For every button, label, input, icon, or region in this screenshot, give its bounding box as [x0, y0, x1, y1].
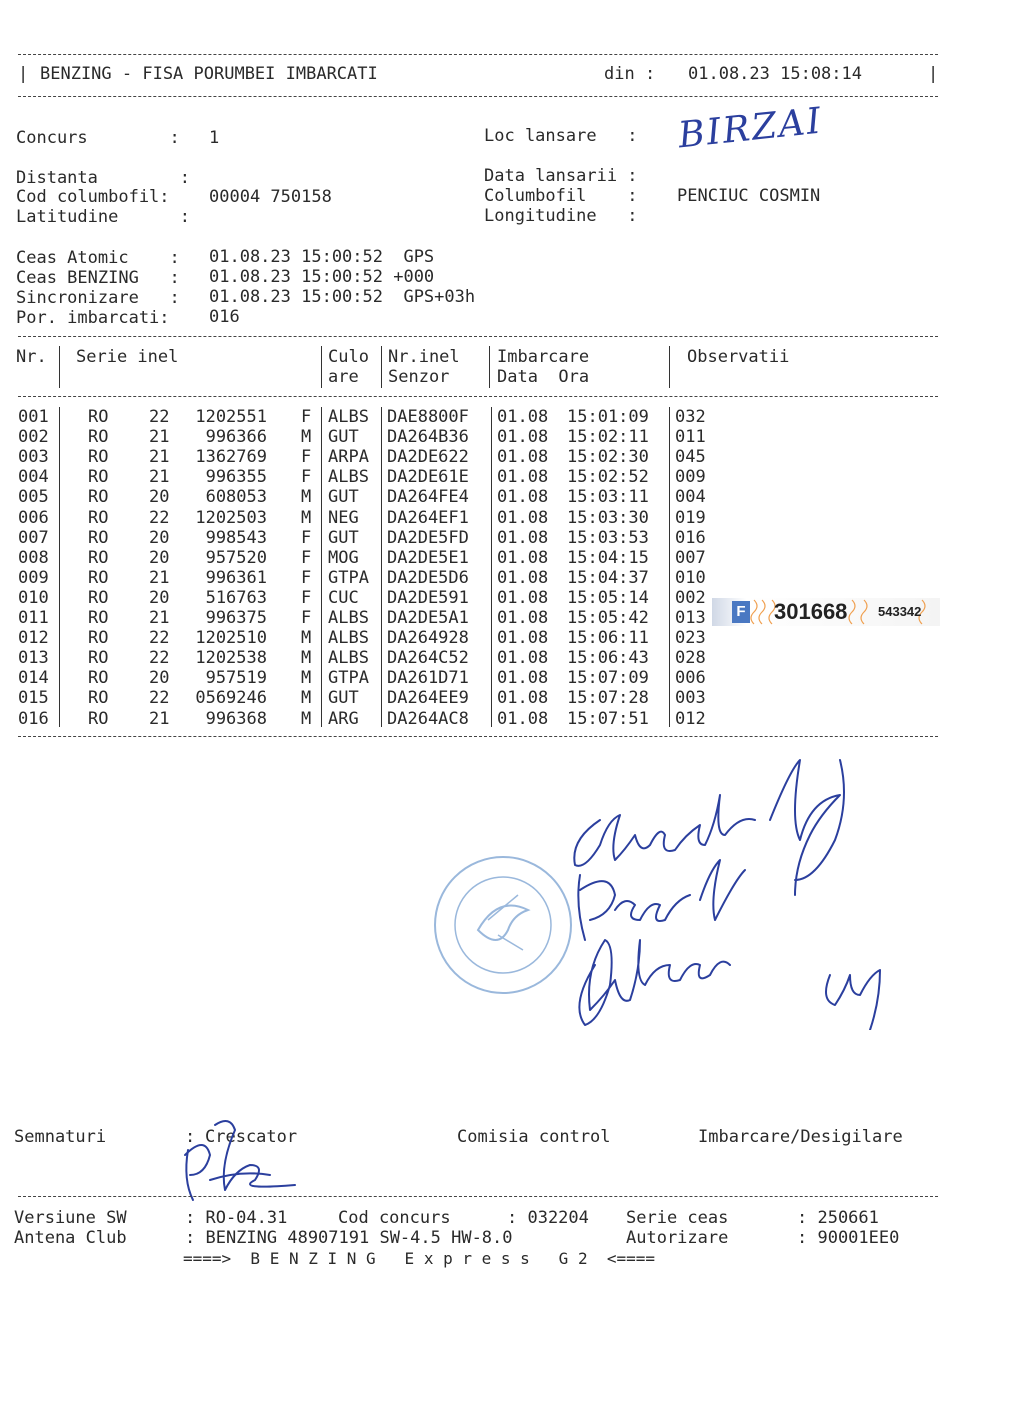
col-header-culoare: Culo: [328, 347, 369, 367]
row-ring: 957519: [205, 668, 267, 689]
row-nr: 014: [18, 668, 49, 689]
row-date: 01.08: [497, 668, 549, 689]
row-obs: 013: [675, 608, 706, 628]
row-year: 21: [149, 447, 170, 468]
row-date: 01.08: [497, 628, 549, 649]
row-sex: F: [301, 587, 312, 608]
row-sensor: DA2DE5D6: [387, 567, 469, 588]
row-year: 21: [149, 708, 170, 729]
footer-divider: [18, 1196, 938, 1197]
row-obs: 045: [675, 447, 706, 468]
row-nr: 009: [18, 567, 49, 588]
row-nr: 007: [18, 527, 49, 548]
header-right-bar: |: [928, 64, 939, 84]
row-country: RO: [88, 467, 109, 488]
row-country: RO: [88, 427, 109, 448]
row-sex: M: [301, 668, 312, 689]
benzing-banner: ====> B E N Z I N G E x p r e s s G 2 <====: [183, 1249, 656, 1268]
sticker-small-number: 543342: [878, 604, 922, 619]
row-year: 22: [149, 688, 170, 709]
table-row: [18, 467, 718, 487]
row-sensor: DA264928: [387, 628, 469, 649]
row-nr: 001: [18, 407, 49, 427]
row-nr: 013: [18, 648, 49, 669]
row-date: 01.08: [497, 608, 549, 628]
row-time: 15:01:09: [567, 407, 649, 427]
row-obs: 023: [675, 628, 706, 649]
loc-lansare-label: Loc lansare :: [484, 126, 638, 146]
row-time: 15:03:53: [567, 527, 649, 548]
row-obs: 004: [675, 487, 706, 508]
din-label: din :: [604, 64, 656, 84]
row-obs: 032: [675, 407, 706, 427]
row-color: MOG: [328, 547, 359, 568]
row-year: 20: [149, 487, 170, 508]
row-nr: 003: [18, 447, 49, 468]
row-color: GTPA: [328, 567, 369, 588]
col-header-culoare-2: are: [328, 367, 359, 387]
row-date: 01.08: [497, 587, 549, 608]
sincronizare-value: 01.08.23 15:00:52 GPS+03h: [209, 287, 476, 307]
row-time: 15:02:30: [567, 447, 649, 468]
row-year: 21: [149, 467, 170, 488]
row-sensor: DA2DE5FD: [387, 527, 469, 548]
row-time: 15:02:52: [567, 467, 649, 488]
row-country: RO: [88, 668, 109, 689]
row-time: 15:06:43: [567, 648, 649, 669]
row-year: 21: [149, 567, 170, 588]
columbofil-value: PENCIUC COSMIN: [677, 186, 821, 206]
row-ring: 608053: [205, 487, 267, 508]
versiune-sw-label: Versiune SW: [14, 1208, 127, 1228]
row-time: 15:05:42: [567, 608, 649, 628]
row-color: ARPA: [328, 447, 369, 468]
data-lansarii-label: Data lansarii :: [484, 166, 638, 186]
latitudine-label: Latitudine :: [16, 207, 190, 227]
row-sex: M: [301, 427, 312, 448]
distanta-label: Distanta :: [16, 168, 190, 188]
row-time: 15:07:51: [567, 708, 649, 729]
commission-signatures: [540, 750, 920, 1030]
ceas-atomic-value: 01.08.23 15:00:52 GPS: [209, 247, 435, 267]
concurs-value: 1: [209, 128, 220, 148]
header-sep-3: [381, 346, 382, 388]
table-row: [18, 447, 718, 467]
row-sensor: DA264EF1: [387, 507, 469, 528]
imbarcare-desigilare-label: Imbarcare/Desigilare: [698, 1127, 903, 1147]
col-header-nr: Nr.: [16, 347, 47, 367]
row-country: RO: [88, 567, 109, 588]
col-header-observatii: Observatii: [687, 347, 790, 367]
table-row: [18, 668, 718, 688]
longitudine-label: Longitudine :: [484, 206, 638, 226]
row-year: 21: [149, 608, 170, 628]
semnaturi-label: Semnaturi: [14, 1127, 107, 1147]
row-date: 01.08: [497, 547, 549, 568]
row-obs: 012: [675, 708, 706, 729]
header-timestamp: 01.08.23 15:08:14: [688, 64, 862, 84]
row-color: ALBS: [328, 648, 369, 669]
loc-lansare-handwritten: BIRZAI: [676, 100, 825, 157]
row-sex: F: [301, 527, 312, 548]
row-obs: 010: [675, 567, 706, 588]
row-sensor: DA264AC8: [387, 708, 469, 729]
row-sex: M: [301, 648, 312, 669]
row-ring: 998543: [205, 527, 267, 548]
header-sep-1: [59, 346, 60, 388]
table-top-divider: [18, 336, 938, 337]
row-country: RO: [88, 547, 109, 568]
row-nr: 012: [18, 628, 49, 649]
row-nr: 004: [18, 467, 49, 488]
sticker-number: 301668: [774, 599, 848, 624]
row-ring: 516763: [205, 587, 267, 608]
row-country: RO: [88, 708, 109, 729]
row-sensor: DA264FE4: [387, 487, 469, 508]
row-color: ARG: [328, 708, 359, 729]
row-date: 01.08: [497, 648, 549, 669]
concurs-label: Concurs :: [16, 128, 180, 148]
col-header-senzor: Senzor: [388, 367, 450, 387]
cod-columbofil-label: Cod columbofil:: [16, 187, 170, 207]
row-ring: 996361: [205, 567, 267, 588]
row-time: 15:02:11: [567, 427, 649, 448]
por-imbarcati-label: Por. imbarcati:: [16, 308, 170, 328]
row-ring: 1202551: [195, 407, 267, 427]
table-row: [18, 508, 718, 528]
row-country: RO: [88, 648, 109, 669]
col-header-imbarcare: Imbarcare: [497, 347, 590, 367]
serie-ceas-value: : 250661: [797, 1208, 879, 1228]
row-time: 15:04:15: [567, 547, 649, 568]
semnaturi-colon: :: [185, 1127, 196, 1147]
row-date: 01.08: [497, 427, 549, 448]
row-year: 22: [149, 648, 170, 669]
row-sex: M: [301, 708, 312, 729]
antena-club-value: : BENZING 48907191 SW-4.5 HW-8.0: [185, 1228, 513, 1248]
row-sensor: DA264B36: [387, 427, 469, 448]
row-sex: M: [301, 507, 312, 528]
row-year: 20: [149, 547, 170, 568]
row-nr: 008: [18, 547, 49, 568]
row-color: GUT: [328, 527, 359, 548]
row-country: RO: [88, 507, 109, 528]
row-obs: 007: [675, 547, 706, 568]
row-sensor: DA2DE622: [387, 447, 469, 468]
row-ring: 1362769: [195, 447, 267, 468]
row-color: ALBS: [328, 628, 369, 649]
seal-sticker: [712, 596, 942, 628]
row-color: GUT: [328, 688, 359, 709]
autorizare-label: Autorizare: [626, 1228, 729, 1248]
row-ring: 1202538: [195, 648, 267, 669]
row-sensor: DA261D71: [387, 668, 469, 689]
row-nr: 010: [18, 587, 49, 608]
row-nr: 002: [18, 427, 49, 448]
row-country: RO: [88, 587, 109, 608]
crescator-label: Crescator: [205, 1127, 298, 1147]
row-country: RO: [88, 628, 109, 649]
row-date: 01.08: [497, 527, 549, 548]
row-time: 15:03:11: [567, 487, 649, 508]
row-date: 01.08: [497, 507, 549, 528]
row-sex: F: [301, 467, 312, 488]
row-year: 20: [149, 668, 170, 689]
row-year: 20: [149, 527, 170, 548]
row-time: 15:03:30: [567, 507, 649, 528]
table-header-divider: [18, 396, 938, 397]
row-color: GTPA: [328, 668, 369, 689]
row-color: GUT: [328, 427, 359, 448]
row-obs: 002: [675, 587, 706, 608]
row-nr: 011: [18, 608, 49, 628]
row-obs: 009: [675, 467, 706, 488]
row-color: CUC: [328, 587, 359, 608]
row-sex: F: [301, 567, 312, 588]
row-color: NEG: [328, 507, 359, 528]
row-color: ALBS: [328, 467, 369, 488]
top-divider: [18, 54, 938, 55]
row-ring: 0569246: [195, 688, 267, 709]
row-sensor: DA2DE5A1: [387, 608, 469, 628]
col-header-data-ora: Data Ora: [497, 367, 590, 387]
row-ring: 996355: [205, 467, 267, 488]
row-year: 22: [149, 628, 170, 649]
versiune-sw-value: : RO-04.31: [185, 1208, 288, 1228]
autorizare-value: : 90001EE0: [797, 1228, 900, 1248]
row-time: 15:07:09: [567, 668, 649, 689]
row-ring: 996375: [205, 608, 267, 628]
row-sex: M: [301, 628, 312, 649]
row-date: 01.08: [497, 487, 549, 508]
row-date: 01.08: [497, 567, 549, 588]
table-row: [18, 427, 718, 447]
row-sex: F: [301, 547, 312, 568]
cod-concurs-label: Cod concurs: [338, 1208, 451, 1228]
row-obs: 011: [675, 427, 706, 448]
row-obs: 006: [675, 668, 706, 689]
row-date: 01.08: [497, 688, 549, 709]
row-sensor: DA264C52: [387, 648, 469, 669]
row-country: RO: [88, 688, 109, 709]
table-row: [18, 688, 718, 708]
row-sensor: DA2DE5E1: [387, 547, 469, 568]
row-country: RO: [88, 608, 109, 628]
ceas-benzing-label: Ceas BENZING :: [16, 268, 180, 288]
row-country: RO: [88, 447, 109, 468]
row-country: RO: [88, 487, 109, 508]
row-time: 15:06:11: [567, 628, 649, 649]
table-row: [18, 548, 718, 568]
antena-club-label: Antena Club: [14, 1228, 127, 1248]
col-header-nrinel: Nr.inel: [388, 347, 460, 367]
header-left-bar: |: [18, 64, 29, 84]
por-imbarcati-value: 016: [209, 307, 240, 327]
row-year: 20: [149, 587, 170, 608]
row-country: RO: [88, 527, 109, 548]
row-time: 15:04:37: [567, 567, 649, 588]
comisia-label: Comisia control: [457, 1127, 611, 1147]
sincronizare-label: Sincronizare :: [16, 288, 180, 308]
row-ring: 1202510: [195, 628, 267, 649]
row-color: ALBS: [328, 608, 369, 628]
header-sep-5: [669, 346, 670, 388]
serie-ceas-label: Serie ceas: [626, 1208, 729, 1228]
row-ring: 996366: [205, 427, 267, 448]
row-obs: 003: [675, 688, 706, 709]
row-color: ALBS: [328, 407, 369, 427]
row-year: 22: [149, 407, 170, 427]
row-obs: 016: [675, 527, 706, 548]
ceas-benzing-value: 01.08.23 15:00:52 +000: [209, 267, 435, 287]
row-sensor: DAE8800F: [387, 407, 469, 427]
row-sex: F: [301, 447, 312, 468]
breeder-signature: [170, 1110, 310, 1210]
cod-columbofil-value: 00004 750158: [209, 187, 332, 207]
row-date: 01.08: [497, 407, 549, 427]
table-row: [18, 648, 718, 668]
row-date: 01.08: [497, 708, 549, 729]
row-color: GUT: [328, 487, 359, 508]
table-row: [18, 487, 718, 507]
row-obs: 019: [675, 507, 706, 528]
table-row: [18, 528, 718, 548]
row-ring: 996368: [205, 708, 267, 729]
row-sensor: DA264EE9: [387, 688, 469, 709]
table-row: [18, 608, 718, 628]
row-ring: 1202503: [195, 507, 267, 528]
row-year: 22: [149, 507, 170, 528]
row-sex: M: [301, 487, 312, 508]
header-sep-4: [489, 346, 490, 388]
table-row: [18, 407, 718, 427]
row-sex: F: [301, 407, 312, 427]
row-sensor: DA2DE591: [387, 587, 469, 608]
header-sep-2: [321, 346, 322, 388]
table-row: [18, 568, 718, 588]
table-row: [18, 588, 718, 608]
row-date: 01.08: [497, 447, 549, 468]
row-sensor: DA2DE61E: [387, 467, 469, 488]
row-nr: 006: [18, 507, 49, 528]
document-title: BENZING - FISA PORUMBEI IMBARCATI: [40, 64, 378, 84]
row-time: 15:05:14: [567, 587, 649, 608]
sticker-letter: F: [732, 601, 750, 623]
row-date: 01.08: [497, 467, 549, 488]
row-sex: M: [301, 688, 312, 709]
row-time: 15:07:28: [567, 688, 649, 709]
ceas-atomic-label: Ceas Atomic :: [16, 248, 180, 268]
table-row: [18, 628, 718, 648]
table-row: [18, 709, 718, 729]
row-nr: 015: [18, 688, 49, 709]
row-obs: 028: [675, 648, 706, 669]
columbofil-label: Columbofil :: [484, 186, 638, 206]
row-country: RO: [88, 407, 109, 427]
col-header-serie: Serie inel: [76, 347, 179, 367]
row-sex: F: [301, 608, 312, 628]
row-year: 21: [149, 427, 170, 448]
row-ring: 957520: [205, 547, 267, 568]
table-bottom-divider: [18, 736, 938, 737]
row-nr: 016: [18, 708, 49, 729]
cod-concurs-value: : 032204: [507, 1208, 589, 1228]
row-nr: 005: [18, 487, 49, 508]
header-divider: [18, 96, 938, 97]
